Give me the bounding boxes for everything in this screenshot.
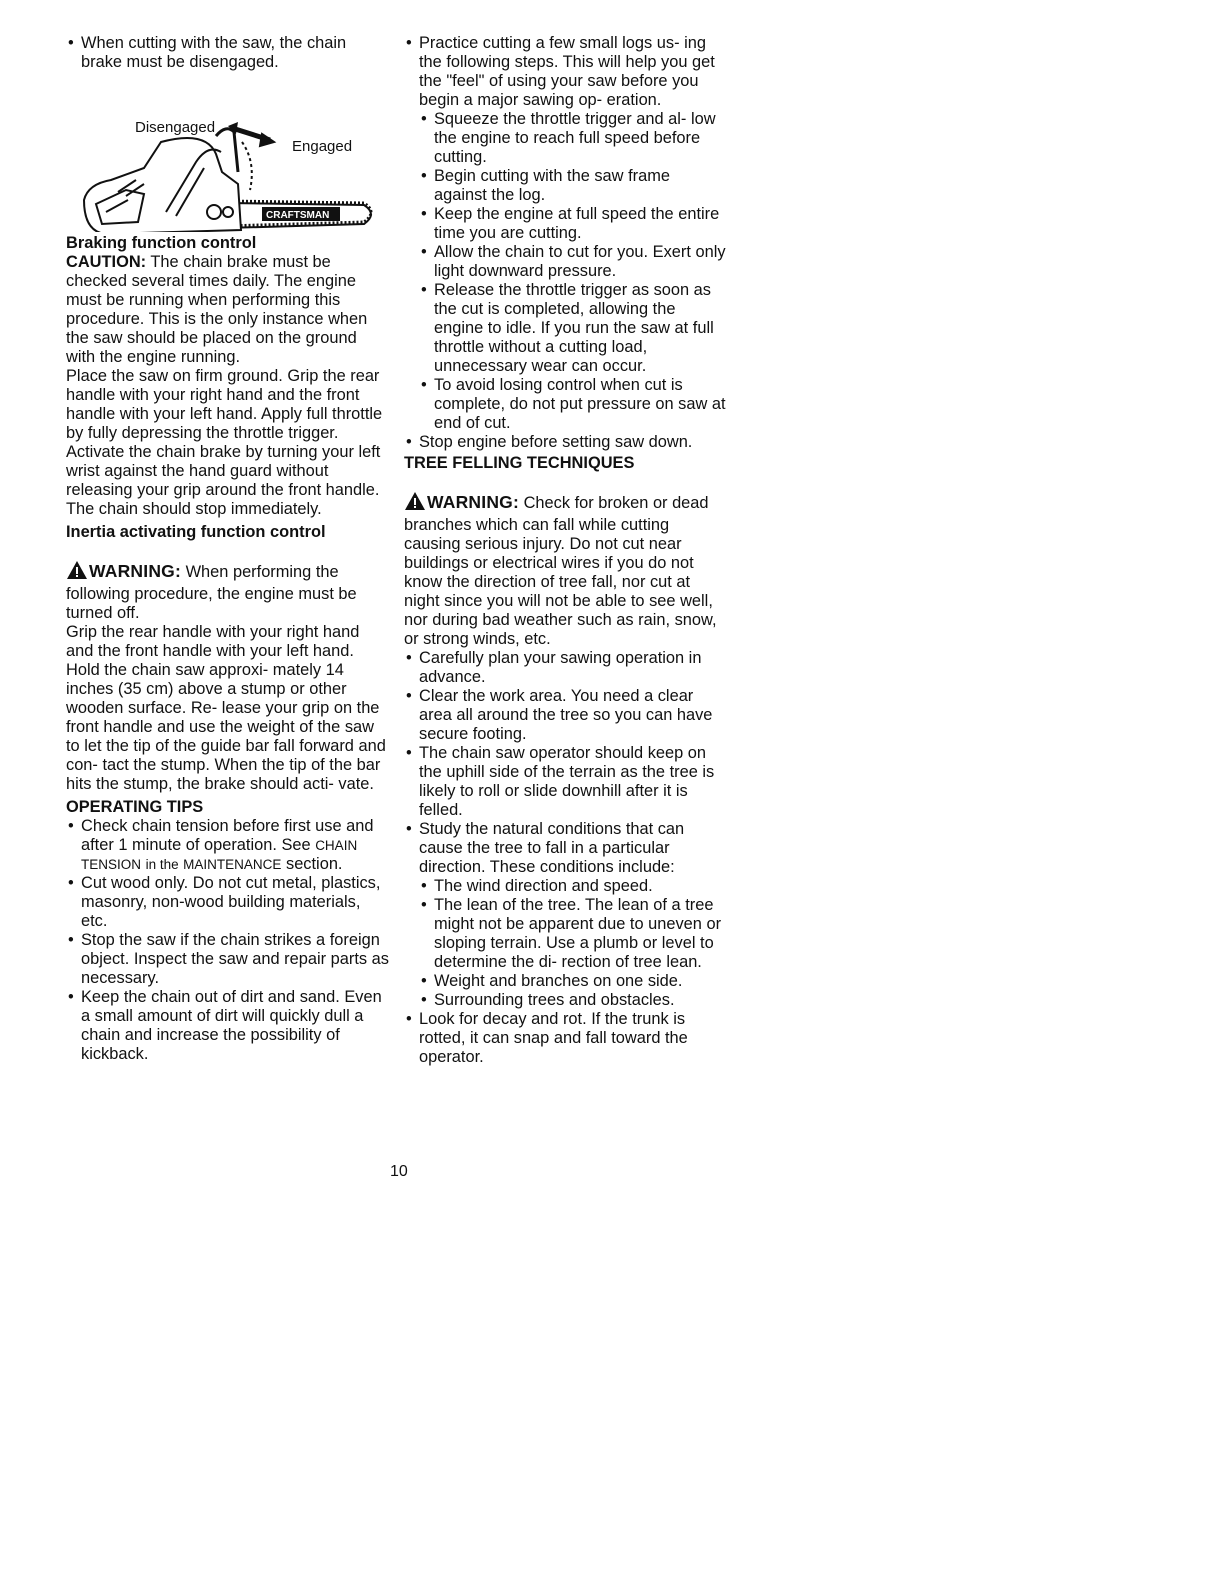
braking-function-heading: Braking function control (66, 234, 257, 252)
practice-step: • To avoid losing control when cut is complete, do not put pressure on saw at end of cut. (419, 376, 726, 433)
brand-logo: CRAFTSMAN (266, 210, 330, 221)
page-number: 10 (390, 1163, 408, 1180)
warning-triangle-icon (404, 491, 426, 516)
practice-step: • Keep the engine at full speed the entire time you are cutting. (419, 205, 726, 243)
practice-step: • Allow the chain to cut for you. Exert only light downward pressure. (419, 243, 726, 281)
left-column (66, 34, 390, 1064)
caution-label: CAUTION: (66, 253, 147, 271)
operating-tips-heading: OPERATING TIPS (66, 798, 204, 816)
braking-procedure-paragraph: Place the saw on firm ground. Grip the rear handle with your right hand and the front handle with your left hand. Apply full throttle by fully depressing the throttle trigger. Activate the chain brake by turning your left wrist against the hand guard without releasing your grip around the front handle. The chain should stop immediately. (66, 367, 383, 518)
practice-step: • Release the throttle trigger as soon as the cut is completed, allowing the engine to idle. If you run the saw at full throttle without a cutting load, unnecessary wear can occur. (419, 281, 726, 376)
caution-paragraph (66, 253, 390, 367)
stop-engine-bullet: • Stop engine before setting saw down. (404, 433, 726, 452)
inertia-warning (66, 560, 390, 623)
right-column (404, 34, 726, 1067)
practice-step: • Begin cutting with the saw frame against the log. (419, 167, 726, 205)
felling-tip: • Study the natural conditions that can cause the tree to fall in a particular direction. These conditions include: (404, 820, 726, 877)
practice-steps-list (419, 110, 726, 433)
practice-step: • Squeeze the throttle trigger and al- low the engine to reach full speed before cutting. (419, 110, 726, 167)
practice-intro-bullet: • Practice cutting a few small logs us- ing the following steps. This will help you get the "feel" of using your saw before you begin a major sawing op- eration. (404, 34, 726, 110)
inertia-function-heading: Inertia activating function control (66, 523, 326, 541)
warning-text: Check for broken or dead branches which can fall while cutting causing serious injury. Do not cut near buildings or electrical wires if you do not know the direction of tree fall, nor cut at night since you will not be able to see well, nor during bad weather such as rain, snow, or strong winds, etc. (404, 494, 717, 648)
operating-tip: • Check chain tension before first use and after 1 minute of operation. See CHAIN TENSION in the MAINTENANCE section. (66, 817, 390, 874)
felling-tip: • Clear the work area. You need a clear area all around the tree so you can have secure footing. (404, 687, 726, 744)
conditions-list (419, 877, 726, 1010)
felling-tip: • Carefully plan your sawing operation in advance. (404, 649, 726, 687)
tree-felling-heading: TREE FELLING TECHNIQUES (404, 454, 635, 472)
condition-item: • The lean of the tree. The lean of a tree might not be apparent due to uneven or sloping terrain. Use a plumb or level to determine the di- rection of tree lean. (419, 896, 726, 972)
hand-guard-engaged (242, 142, 252, 190)
condition-item: • Surrounding trees and obstacles. (419, 991, 726, 1010)
chain-brake-figure (66, 72, 390, 232)
label-disengaged: Disengaged (135, 119, 216, 136)
operating-tip: • Cut wood only. Do not cut metal, plastics, masonry, non-wood building materials, etc. (66, 874, 390, 931)
maintenance-reference: MAINTENANCE (183, 857, 282, 872)
inertia-procedure-paragraph: Grip the rear handle with your right hand and the front handle with your left hand. Hold the chain saw approxi- mately 14 inches (35 cm) above a stump or other wooden surface. Re- lease your grip on the front handle and use the weight of the saw to let the tip of the guide bar fall forward and con- tact the stump. When the tip of the bar hits the stump, the brake should acti- vate. (66, 623, 386, 793)
warning-text: When performing the following procedure, the engine must be turned off. (66, 563, 357, 622)
warning-label: WARNING: (89, 561, 182, 581)
warning-label: WARNING: (427, 492, 520, 512)
felling-tip: • Look for decay and rot. If the trunk is rotted, it can snap and fall toward the operator. (404, 1010, 726, 1067)
warning-triangle-icon (66, 560, 88, 585)
felling-tip: • The chain saw operator should keep on the uphill side of the terrain as the tree is likely to roll or slide downhill after it is felled. (404, 744, 726, 820)
operating-tip: • Stop the saw if the chain strikes a foreign object. Inspect the saw and repair parts as necessary. (66, 931, 390, 988)
chain-brake-intro-bullet: • When cutting with the saw, the chain brake must be disengaged. (66, 34, 390, 72)
chain-tension-reference: CHAIN TENSION (81, 838, 358, 872)
condition-item: • Weight and branches on one side. (419, 972, 726, 991)
operating-tip: • Keep the chain out of dirt and sand. Even a small amount of dirt will quickly dull a chain and increase the possibility of kickback. (66, 988, 390, 1064)
caution-text: The chain brake must be checked several times daily. The engine must be running when performing this procedure. This is the only instance when the saw should be placed on the ground with the engine running. (66, 253, 368, 366)
label-engaged: Engaged (292, 138, 353, 155)
condition-item: • The wind direction and speed. (419, 877, 726, 896)
felling-warning (404, 491, 726, 649)
